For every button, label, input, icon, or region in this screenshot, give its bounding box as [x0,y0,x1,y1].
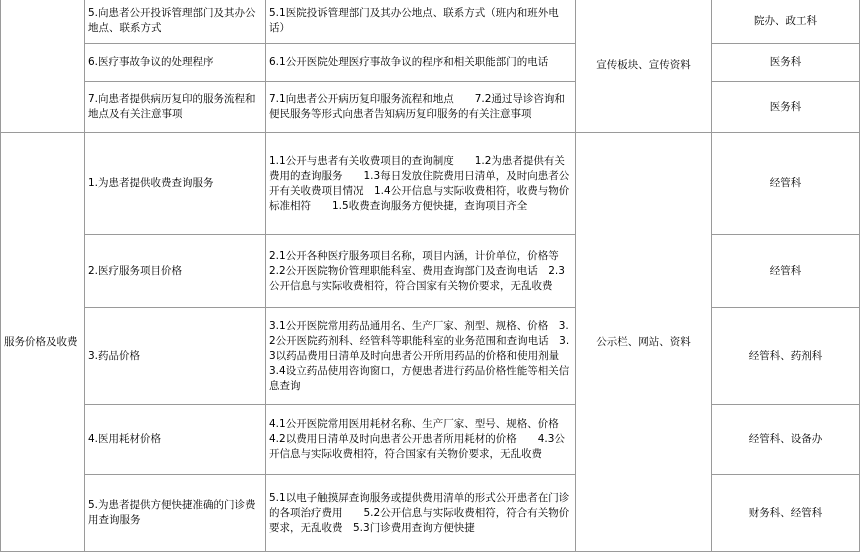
content-cell: 5.1医院投诉管理部门及其办公地点、联系方式（班内和班外电话） [266,0,576,44]
category-cell-empty [1,0,85,133]
item-cell: 5.为患者提供方便快捷准确的门诊费用查询服务 [85,475,266,552]
table-row [1,133,860,235]
category-cell: 服务价格及收费 [1,133,85,552]
item-cell: 2.医疗服务项目价格 [85,235,266,308]
department-cell: 经管科 [712,235,860,308]
channel-cell: 宣传板块、宣传资料 [576,0,712,133]
item-cell: 1.为患者提供收费查询服务 [85,133,266,235]
content-cell: 3.1公开医院常用药品通用名、生产厂家、剂型、规格、价格 3.2公开医院药剂科、经管科等职能科室的业务范围和查询电话 3.3以药品费用日清单及时向患者公开所用药品的价格和使用剂量 3.4设立药品使用咨询窗口，方便患者进行药品价格性能等相关信息查询 [266,308,576,405]
table-row [1,475,860,552]
content-cell: 6.1公开医院处理医疗事故争议的程序和相关职能部门的电话 [266,44,576,82]
department-cell: 医务科 [712,82,860,133]
content-cell: 5.1以电子触摸屏查询服务或提供费用清单的形式公开患者在门诊的各项治疗费用 5.2公开信息与实际收费相符，符合有关物价要求，无乱收费 5.3门诊费用查询方便快捷 [266,475,576,552]
table-row [1,235,860,308]
table-row [1,308,860,405]
item-cell: 5.向患者公开投诉管理部门及其办公地点、联系方式 [85,0,266,44]
item-cell: 7.向患者提供病历复印的服务流程和地点及有关注意事项 [85,82,266,133]
item-cell: 3.药品价格 [85,308,266,405]
table-row [1,44,860,82]
content-cell: 1.1公开与患者有关收费项目的查询制度 1.2为患者提供有关费用的查询服务 1.3每日发放住院费用日清单，及时向患者公开有关收费项目情况 1.4公开信息与实际收费相符，收费与物价标准相符 1.5收费查询服务方便快捷，查询项目齐全 [266,133,576,235]
content-cell: 4.1公开医院常用医用耗材名称、生产厂家、型号、规格、价格 4.2以费用日清单及时向患者公开患者所用耗材的价格 4.3公开信息与实际收费相符，符合国家有关物价要求，无乱收费 [266,405,576,475]
item-cell: 4.医用耗材价格 [85,405,266,475]
department-cell: 经管科、药剂科 [712,308,860,405]
content-cell: 7.1向患者公开病历复印服务流程和地点 7.2通过导诊咨询和便民服务等形式向患者告知病历复印服务的有关注意事项 [266,82,576,133]
department-cell: 经管科 [712,133,860,235]
department-cell: 经管科、设备办 [712,405,860,475]
channel-cell: 公示栏、网站、资料 [576,133,712,552]
department-cell: 财务科、经管科 [712,475,860,552]
table-row [1,0,860,44]
table-row [1,82,860,133]
department-cell: 院办、政工科 [712,0,860,44]
department-cell: 医务科 [712,44,860,82]
item-cell: 6.医疗事故争议的处理程序 [85,44,266,82]
table-row [1,405,860,475]
content-cell: 2.1公开各种医疗服务项目名称，项目内涵，计价单位，价格等 2.2公开医院物价管理职能科室、费用查询部门及查询电话 2.3公开信息与实际收费相符，符合国家有关物价要求，无乱收费 [266,235,576,308]
